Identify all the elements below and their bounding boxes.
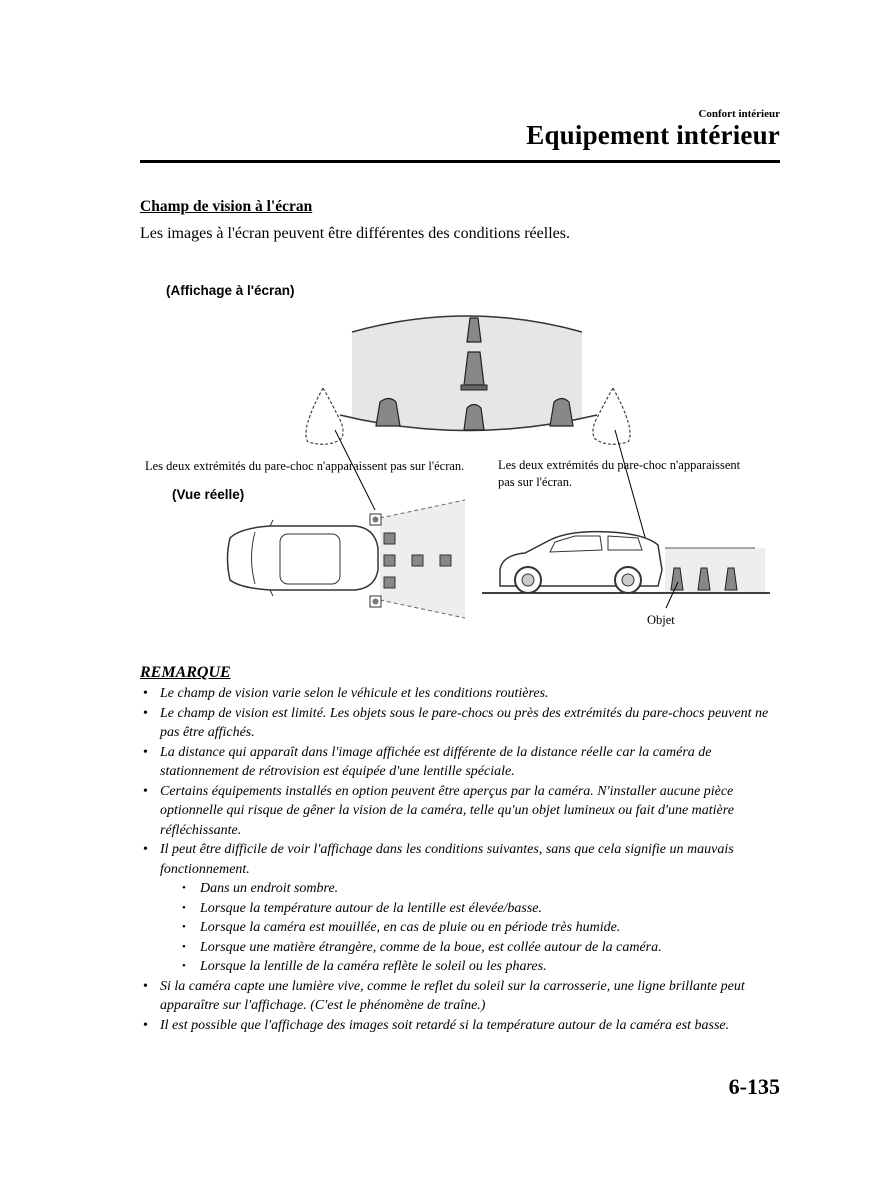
sub-list-item: • Dans un endroit sombre. bbox=[160, 879, 790, 899]
bullet: • bbox=[182, 960, 186, 972]
sub-list-item: • Lorsque la température autour de la lentille est élevée/basse. bbox=[160, 899, 790, 919]
screen-display bbox=[306, 300, 650, 555]
sub-heading: Champ de vision à l'écran bbox=[140, 198, 313, 215]
camera-view-figure bbox=[130, 270, 770, 640]
bullet: • bbox=[143, 705, 148, 721]
list-item: • Le champ de vision est limité. Les objets sous le pare-chocs ou près des extrémités du pare-chocs peuvent ne pas être affichés. bbox=[143, 705, 769, 740]
bullet: • bbox=[182, 921, 186, 933]
page-number: 6-135 bbox=[728, 1074, 780, 1099]
car-side-view bbox=[482, 532, 770, 608]
bullet: • bbox=[182, 882, 186, 894]
bullet: • bbox=[143, 1017, 148, 1033]
label-real-view: (Vue réelle) bbox=[172, 487, 245, 502]
bullet: • bbox=[143, 783, 148, 799]
list-item: • Le champ de vision varie selon le véhicule et les conditions routières. bbox=[140, 684, 790, 704]
sub-list-item: • Lorsque une matière étrangère, comme de la boue, est collée autour de la caméra. bbox=[160, 938, 790, 958]
section-title: Equipement intérieur bbox=[526, 120, 780, 150]
bullet: • bbox=[143, 978, 148, 994]
bullet: • bbox=[182, 901, 186, 914]
list-item: • Si la caméra capte une lumière vive, comme le reflet du soleil sur la carrosserie, une ligne brillante peut apparaître sur l'affichage. (C'est le phénomène de traîne.) bbox=[143, 978, 745, 1013]
label-screen-display: (Affichage à l'écran) bbox=[166, 283, 295, 298]
bullet: • bbox=[143, 744, 148, 760]
bullet: • bbox=[182, 940, 186, 953]
remarque-list bbox=[140, 684, 790, 1035]
sub-list-item: • Lorsque la lentille de la caméra reflète le soleil ou les phares. bbox=[160, 957, 790, 977]
caption-right-line1: Les deux extrémités du pare-choc n'apparaissent bbox=[498, 458, 741, 472]
cone-icon bbox=[464, 405, 484, 431]
object-label: Objet bbox=[647, 613, 675, 627]
caption-right-line2: pas sur l'écran. bbox=[498, 475, 573, 489]
list-item: • La distance qui apparaît dans l'image affichée est différente de la distance réelle car la caméra de stationnement de rétrovision est équipée d'une lentille spéciale. bbox=[143, 744, 712, 779]
header-divider bbox=[140, 160, 780, 163]
list-item: • Certains équipements installés en option peuvent être aperçus par la caméra. N'installer aucune pièce optionnelle qui risque de gêner la vision de la caméra, telle qu'un objet lumineux ou fait d'une matière réfléchissante. bbox=[143, 783, 734, 838]
list-item: • Il peut être difficile de voir l'affichage dans les conditions suivantes, sans que cela signifie un mauvais fonctionnement. • Dans un endroit sombre. • Lorsque la température autour de la lentille est élevée/basse. • Lorsque la caméra est mouillée, en cas de pluie ou en période très humide. • Lorsque une matière étrangère, comme de la boue, est collée autour de la caméra. • Lorsque la lentille de la caméra reflète le soleil ou les phares. bbox=[140, 840, 790, 977]
cone-icon bbox=[550, 399, 573, 427]
bullet: • bbox=[143, 686, 148, 701]
cone-icon bbox=[376, 399, 400, 427]
intro-text: Les images à l'écran peuvent être différentes des conditions réelles. bbox=[140, 225, 570, 242]
section-category: Confort intérieur bbox=[698, 108, 780, 120]
sub-list-item: • Lorsque la caméra est mouillée, en cas de pluie ou en période très humide. bbox=[160, 918, 790, 938]
bullet: • bbox=[143, 842, 148, 857]
cone-icon bbox=[467, 318, 481, 342]
list-item: • Il est possible que l'affichage des images soit retardé si la température autour de la caméra est basse. bbox=[140, 1016, 790, 1036]
car-top-view bbox=[228, 500, 466, 618]
sub-list bbox=[160, 879, 790, 977]
caption-left: Les deux extrémités du pare-choc n'apparaissent pas sur l'écran. bbox=[145, 459, 465, 473]
remarque-title: REMARQUE bbox=[140, 664, 231, 681]
